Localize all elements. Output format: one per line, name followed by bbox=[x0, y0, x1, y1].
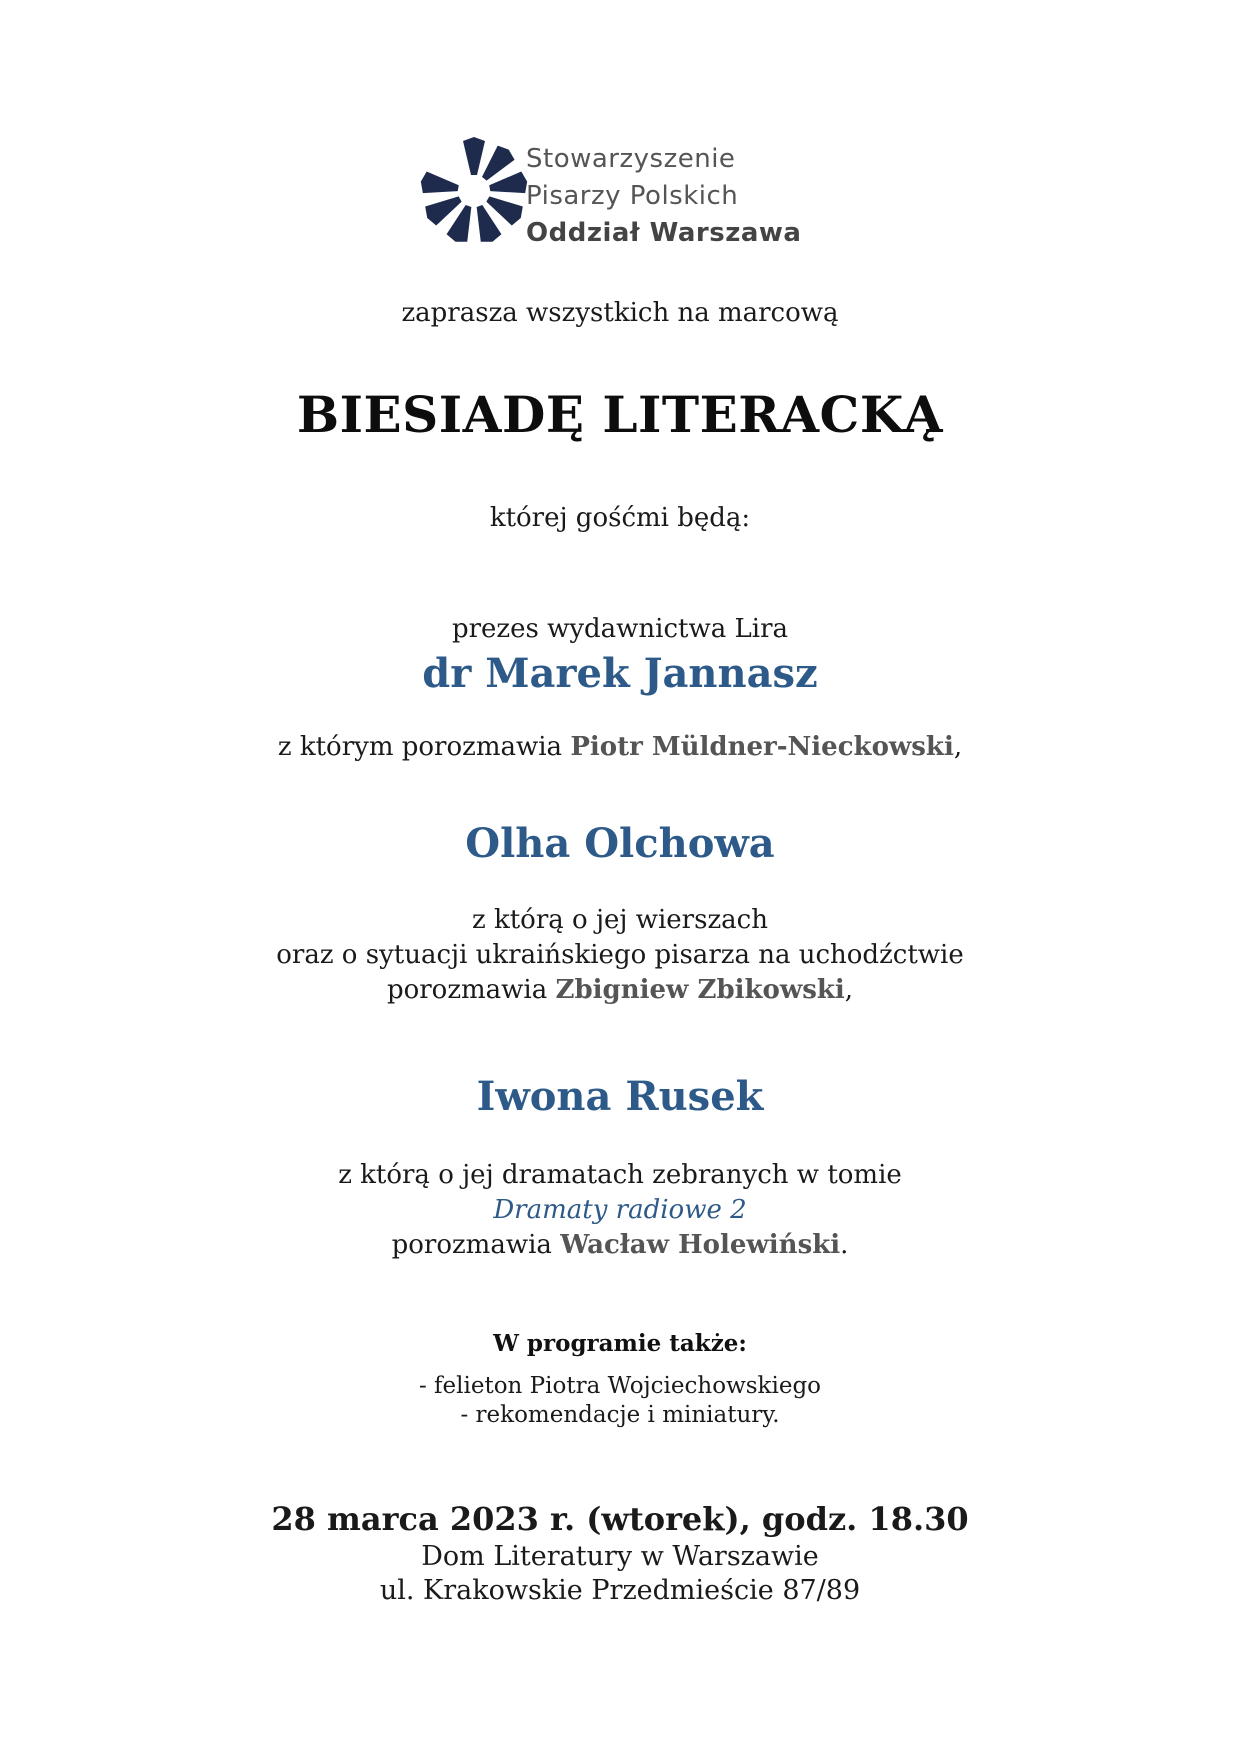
pen-nib-star-icon bbox=[418, 135, 530, 247]
book-title: Dramaty radiowe 2 bbox=[493, 1195, 747, 1225]
event-date: 28 marca 2023 r. (wtorek), godz. 18.30 bbox=[271, 1500, 969, 1538]
guest-2-talk bbox=[0, 903, 1240, 1008]
logo-line-2: Pisarzy Polskich bbox=[526, 181, 739, 211]
event-title: BIESIADĘ LITERACKĄ bbox=[296, 385, 944, 444]
talk-line-2: oraz o sytuacji ukraińskiego pisarza na uchodźctwie bbox=[276, 940, 964, 970]
invite-text: zaprasza wszystkich na marcową bbox=[401, 298, 839, 328]
event-venue bbox=[0, 1540, 1240, 1608]
talk-prefix: z którym porozmawia bbox=[277, 732, 571, 762]
organization-logo bbox=[418, 135, 818, 250]
guest-1-talk bbox=[0, 730, 1240, 765]
guest-3-talk bbox=[0, 1158, 1240, 1263]
guests-intro: której gośćmi będą: bbox=[489, 503, 751, 533]
talk-prefix: porozmawia bbox=[386, 975, 556, 1005]
guest-3-name: Iwona Rusek bbox=[476, 1073, 764, 1120]
program-item: - felieton Piotra Wojciechowskiego bbox=[418, 1373, 822, 1399]
program-items bbox=[0, 1372, 1240, 1430]
talk-line-1: z którą o jej dramatach zebranych w tomie bbox=[338, 1160, 902, 1190]
talk-line-3 bbox=[0, 1228, 1240, 1263]
guest-1-name: dr Marek Jannasz bbox=[422, 650, 818, 697]
program-title: W programie także: bbox=[493, 1330, 747, 1357]
talk-line-3 bbox=[0, 973, 1240, 1008]
guest-2-name: Olha Olchowa bbox=[465, 820, 775, 867]
guest-1-role: prezes wydawnictwa Lira bbox=[451, 614, 789, 644]
talk-prefix: porozmawia bbox=[391, 1230, 561, 1260]
talk-suffix: , bbox=[844, 975, 854, 1005]
logo-petal bbox=[419, 171, 460, 199]
venue-address: ul. Krakowskie Przedmieście 87/89 bbox=[379, 1575, 861, 1606]
host-name: Piotr Müldner-Nieckowski bbox=[570, 732, 954, 762]
talk-suffix: . bbox=[840, 1230, 849, 1260]
venue-name: Dom Literatury w Warszawie bbox=[421, 1541, 819, 1572]
logo-line-3: Oddział Warszawa bbox=[526, 218, 802, 248]
talk-line-1: z którą o jej wierszach bbox=[472, 905, 768, 935]
logo-petal bbox=[463, 137, 485, 175]
organization-name bbox=[526, 141, 801, 252]
host-name: Zbigniew Zbikowski bbox=[555, 975, 845, 1005]
logo-line-1: Stowarzyszenie bbox=[526, 144, 736, 174]
host-name: Wacław Holewiński bbox=[560, 1230, 841, 1260]
program-item: - rekomendacje i miniatury. bbox=[460, 1402, 780, 1428]
talk-suffix: , bbox=[953, 732, 963, 762]
